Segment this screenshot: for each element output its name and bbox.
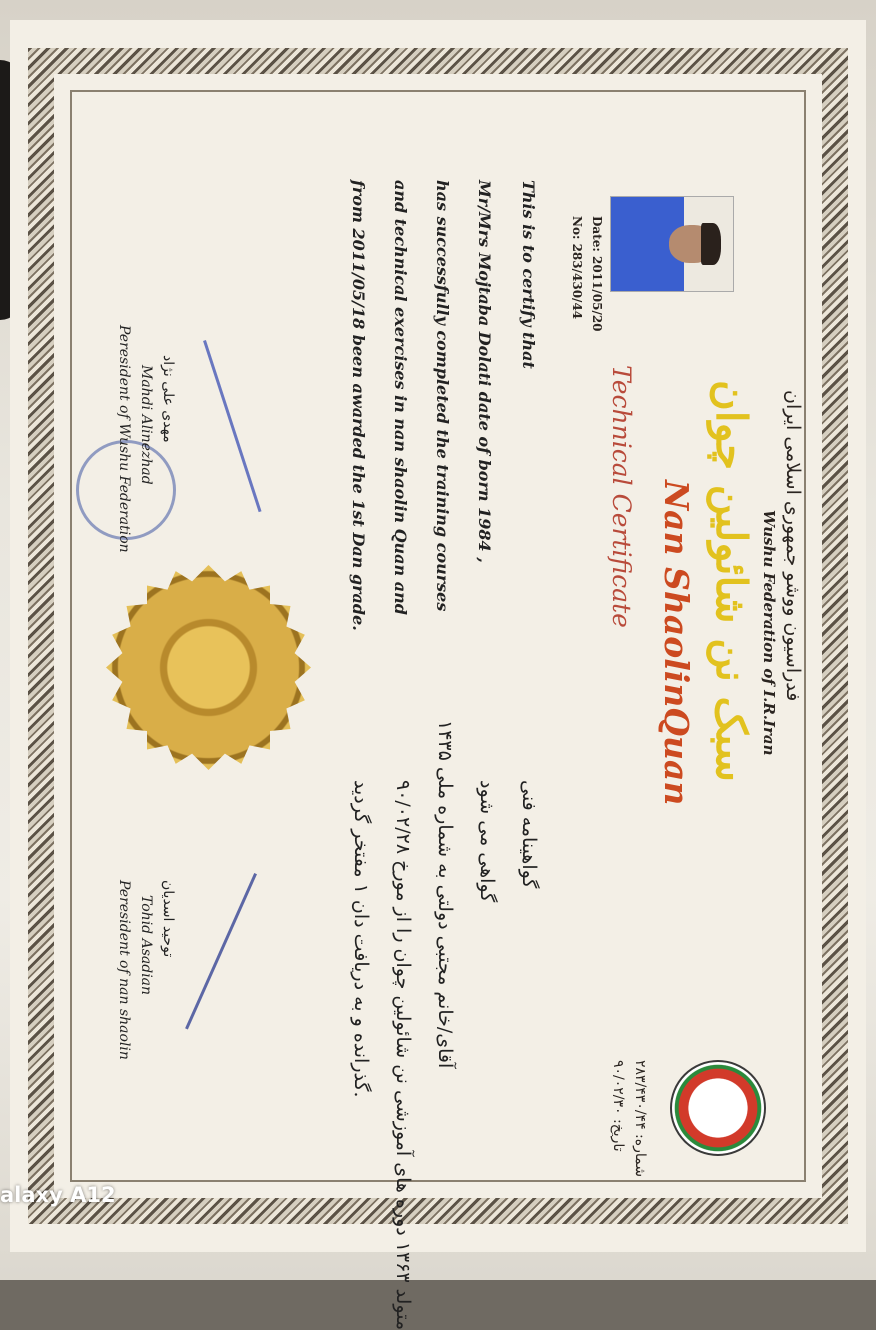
body-line-en-1: This is to certify that <box>519 180 538 369</box>
body-line-en-4: and technical exercises in nan shaolin Quan and <box>391 180 410 615</box>
body-line-fa-1: گواهینامه فنی <box>518 780 540 889</box>
signature-right-name-persian: توحید اسدیان <box>160 880 176 958</box>
body-line-fa-3: آقای/خانم مجتبی دولتی به شماره ملی ۱۴۳۵ <box>434 720 456 1069</box>
body-line-fa-2: گواهی می شود <box>476 780 498 903</box>
style-title-english: Nan ShaolinQuan <box>657 480 696 806</box>
signature-right-title: Peresident of nan shaolin <box>116 880 132 1060</box>
signature-left-name-persian: مهدی علی نژاد <box>160 355 176 443</box>
number-english: No: 283/430/44 <box>570 216 584 320</box>
body-line-en-5: from 2011/05/18 been awarded the 1st Dan grade. <box>349 180 368 631</box>
body-line-fa-5: گذرانده و به دریافت دان ۱ مفتخر گردید. <box>350 780 372 1098</box>
date-persian: تاریخ: ۹۰/۰۲/۳۰ <box>610 1060 626 1152</box>
signature-right-name: Tohid Asadian <box>138 895 154 996</box>
body-line-en-3: has successfully completed the training courses <box>433 180 452 612</box>
date-english: Date: 2011/05/20 <box>590 216 604 332</box>
certificate-subtitle: Technical Certificate <box>607 365 636 628</box>
signature-left-name: Mahdi Alinezhad <box>138 365 154 485</box>
body-line-en-2: Mr/Mrs Mojtaba Dolati date of born 1984 , <box>475 180 494 563</box>
body-line-fa-4: متولد ۱۳۶۳ دوره های آموزشی نن شائولین چوان را از مورخ ۹۰/۰۲/۲۸ <box>392 780 414 1330</box>
signature-left-title: Peresident of Wushu Federation <box>116 325 132 553</box>
camera-watermark: alaxy A12 <box>0 1183 116 1207</box>
certificate-sheet <box>10 20 866 1330</box>
federation-name-english: Wushu Federation of I.R.Iran <box>760 510 778 756</box>
style-title-persian: سبک نن شائولین چوان <box>707 380 756 782</box>
federation-emblem-icon <box>670 1060 766 1156</box>
number-persian: شماره: ۲۸۳/۴۳۰/۴۴ <box>632 1060 648 1177</box>
holder-photo <box>610 196 734 292</box>
photo-hair <box>701 223 721 265</box>
federation-name-persian: فدراسیون ووشو جمهوری اسلامی ایران <box>782 390 804 702</box>
